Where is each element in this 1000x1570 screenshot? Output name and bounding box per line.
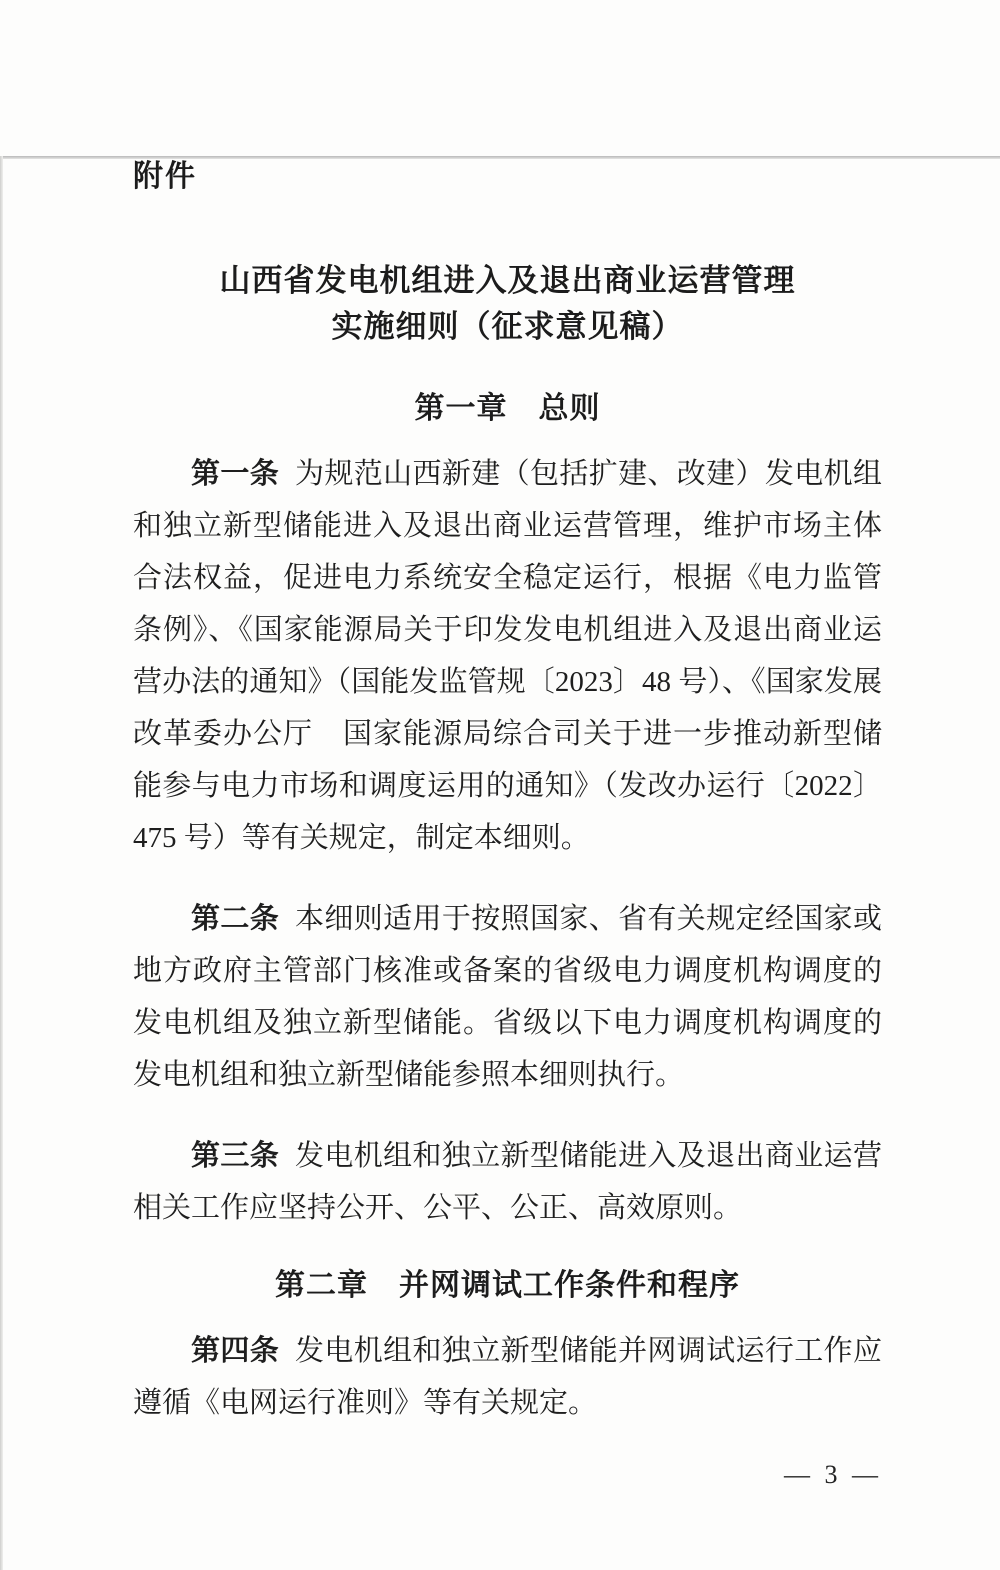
document-title-line1: 山西省发电机组进入及退出商业运营管理 [219, 263, 796, 298]
article-4-text: 发电机组和独立新型储能并网调试运行工作应遵循《电网运行准则》等有关规定。 [133, 1335, 882, 1419]
attachment-label: 附件 [133, 160, 197, 193]
document-title [133, 258, 882, 350]
article-1-text: 为规范山西新建（包括扩建、改建）发电机组和独立新型储能进入及退出商业运营管理，维护市场主体合法权益，促进电力系统安全稳定运行，根据《电力监管条例》、《国家能源局关于印发发电机组进入及退出商业运营办法的通知》（国能发监管规〔2023〕48 号）、《国家发展改革委办公厅 国家能源局综合司关于进一步推动新型储能参与电力市场和调度运用的通知》（发改办运行〔2022〕475 号）等有关规定，制定本细则。 [133, 458, 882, 854]
page-number: — 3 — [784, 1460, 882, 1489]
document-title-line2: 实施细则（征求意见稿） [331, 309, 684, 344]
document-page [0, 156, 1000, 1570]
article-4 [133, 1325, 882, 1429]
article-1 [133, 448, 882, 864]
chapter-2-heading: 第二章 并网调试工作条件和程序 [275, 1269, 740, 1302]
article-2-text: 本细则适用于按照国家、省有关规定经国家或地方政府主管部门核准或备案的省级电力调度机构调度的发电机组及独立新型储能。省级以下电力调度机构调度的发电机组和独立新型储能参照本细则执行。 [133, 903, 882, 1091]
article-1-label: 第一条 [191, 458, 280, 490]
article-3-label: 第三条 [191, 1140, 280, 1172]
chapter-1-heading: 第一章 总则 [414, 392, 601, 425]
article-2 [133, 893, 882, 1101]
article-3-text: 发电机组和独立新型储能进入及退出商业运营相关工作应坚持公开、公平、公正、高效原则。 [133, 1140, 882, 1224]
article-3 [133, 1130, 882, 1234]
article-2-label: 第二条 [191, 903, 280, 935]
page-body [0, 156, 1000, 1492]
article-4-label: 第四条 [191, 1335, 280, 1367]
